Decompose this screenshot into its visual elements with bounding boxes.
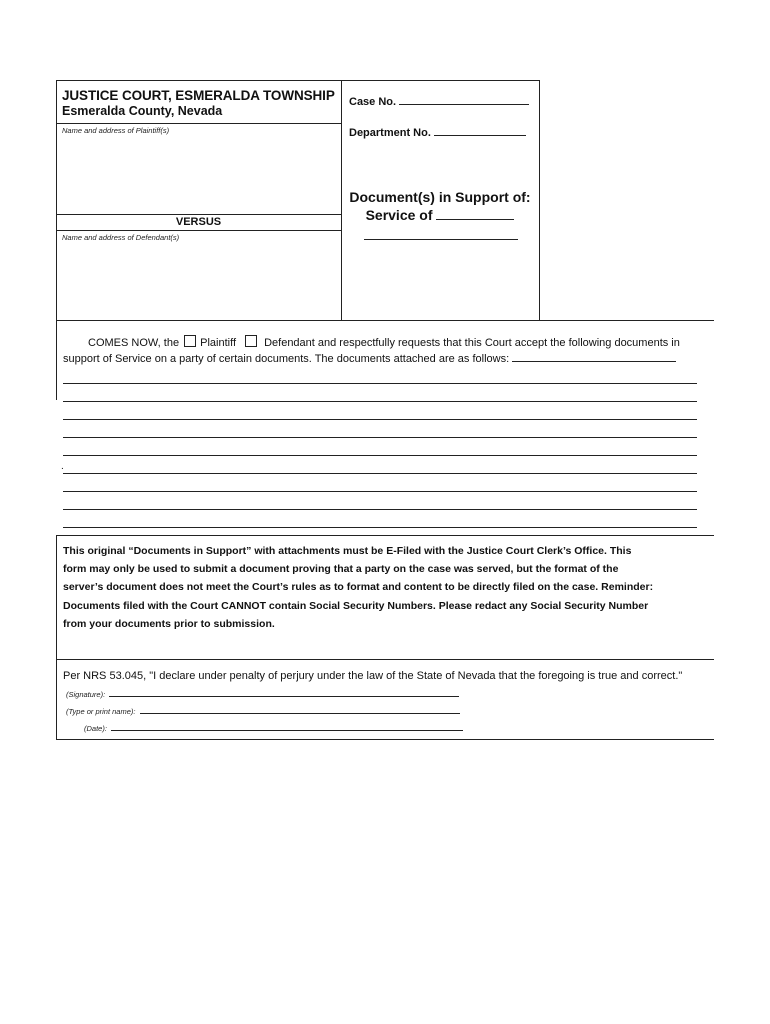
caption-right-border bbox=[539, 80, 540, 320]
perjury-declaration: Per NRS 53.045, "I declare under penalty of perjury under the law of the State of Nevada that the foregoing is true and correct." bbox=[63, 670, 683, 682]
case-no-field bbox=[349, 96, 529, 108]
date-blank[interactable] bbox=[111, 730, 463, 731]
document-list-line-7[interactable] bbox=[63, 491, 697, 492]
document-list-line-1[interactable] bbox=[63, 383, 697, 384]
case-no-blank[interactable] bbox=[399, 104, 529, 105]
declaration-top-border bbox=[56, 659, 714, 660]
notice-line-2: form may only be used to submit a document proving that a party on the case was served, but the format of the bbox=[63, 563, 619, 576]
plaintiff-option-label: Plaintiff bbox=[200, 337, 237, 349]
department-no-blank[interactable] bbox=[434, 135, 526, 136]
notice-line-1: This original “Documents in Support” with attachments must be E-Filed with the Justice Court Clerk’s Office. This bbox=[63, 545, 632, 557]
notice-line-3: server’s document does not meet the Court’s rules as to format and content to be directly filed on the case. Reminder: bbox=[63, 581, 654, 594]
defendant-option-label: Defendant and respectfully requests that this Court accept the following documents in bbox=[264, 337, 680, 349]
county-name: Esmeralda County, Nevada bbox=[62, 104, 223, 118]
document-list-line-8[interactable] bbox=[63, 509, 697, 510]
department-no-label: Department No. bbox=[349, 127, 431, 139]
versus-top-line bbox=[56, 214, 341, 215]
document-list-line-9[interactable] bbox=[63, 527, 697, 528]
document-list-line-3[interactable] bbox=[63, 419, 697, 420]
caption-bottom-border bbox=[56, 320, 714, 321]
notice-line-4: Documents filed with the Court CANNOT contain Social Security Numbers. Please redact any Social Security Number bbox=[63, 599, 649, 612]
versus-label: VERSUS bbox=[175, 216, 222, 228]
print-name-field bbox=[66, 707, 460, 716]
notice-line-5: from your documents prior to submission. bbox=[63, 617, 275, 630]
service-of-blank[interactable] bbox=[436, 219, 514, 220]
documents-attached-text: support of Service on a party of certain documents. The documents attached are as follows: bbox=[63, 353, 510, 365]
signature-field bbox=[66, 690, 459, 699]
defendant-name-area[interactable] bbox=[60, 246, 336, 316]
document-list-line-5[interactable] bbox=[63, 455, 697, 456]
print-name-label: (Type or print name): bbox=[66, 707, 136, 716]
comes-now-text: COMES NOW, the bbox=[88, 337, 180, 349]
signature-blank[interactable] bbox=[109, 696, 459, 697]
document-title-line1: Document(s) in Support of: bbox=[349, 189, 531, 205]
date-field bbox=[84, 724, 463, 733]
stray-period: . bbox=[61, 461, 64, 472]
case-no-label: Case No. bbox=[349, 96, 397, 108]
plaintiff-name-label: Name and address of Plaintiff(s) bbox=[62, 126, 170, 135]
court-title-underline bbox=[56, 123, 341, 124]
filing-notice bbox=[63, 542, 713, 633]
documents-attached-blank[interactable] bbox=[512, 361, 676, 362]
plaintiff-name-area[interactable] bbox=[60, 140, 336, 210]
print-name-blank[interactable] bbox=[140, 713, 460, 714]
notice-top-border bbox=[56, 535, 714, 536]
caption-left-border bbox=[56, 80, 57, 400]
service-of-second-blank[interactable] bbox=[364, 239, 518, 240]
document-list-line-2[interactable] bbox=[63, 401, 697, 402]
defendant-name-label: Name and address of Defendant(s) bbox=[62, 233, 180, 242]
lower-left-border bbox=[56, 535, 57, 739]
service-of-label: Service of bbox=[365, 207, 433, 223]
department-no-field bbox=[349, 127, 526, 139]
document-list-line-4[interactable] bbox=[63, 437, 697, 438]
date-label: (Date): bbox=[84, 724, 107, 733]
documents-attached-line bbox=[63, 353, 676, 365]
signature-label: (Signature): bbox=[66, 690, 106, 699]
document-title-line2 bbox=[342, 207, 538, 223]
caption-top-border bbox=[56, 80, 540, 81]
comes-now-line bbox=[88, 335, 680, 349]
declaration-bottom-border bbox=[56, 739, 714, 740]
document-list-line-6[interactable] bbox=[63, 473, 697, 474]
court-title: JUSTICE COURT, ESMERALDA TOWNSHIP bbox=[62, 88, 335, 103]
plaintiff-checkbox[interactable] bbox=[184, 335, 196, 347]
versus-bottom-line bbox=[56, 230, 341, 231]
defendant-checkbox[interactable] bbox=[245, 335, 257, 347]
